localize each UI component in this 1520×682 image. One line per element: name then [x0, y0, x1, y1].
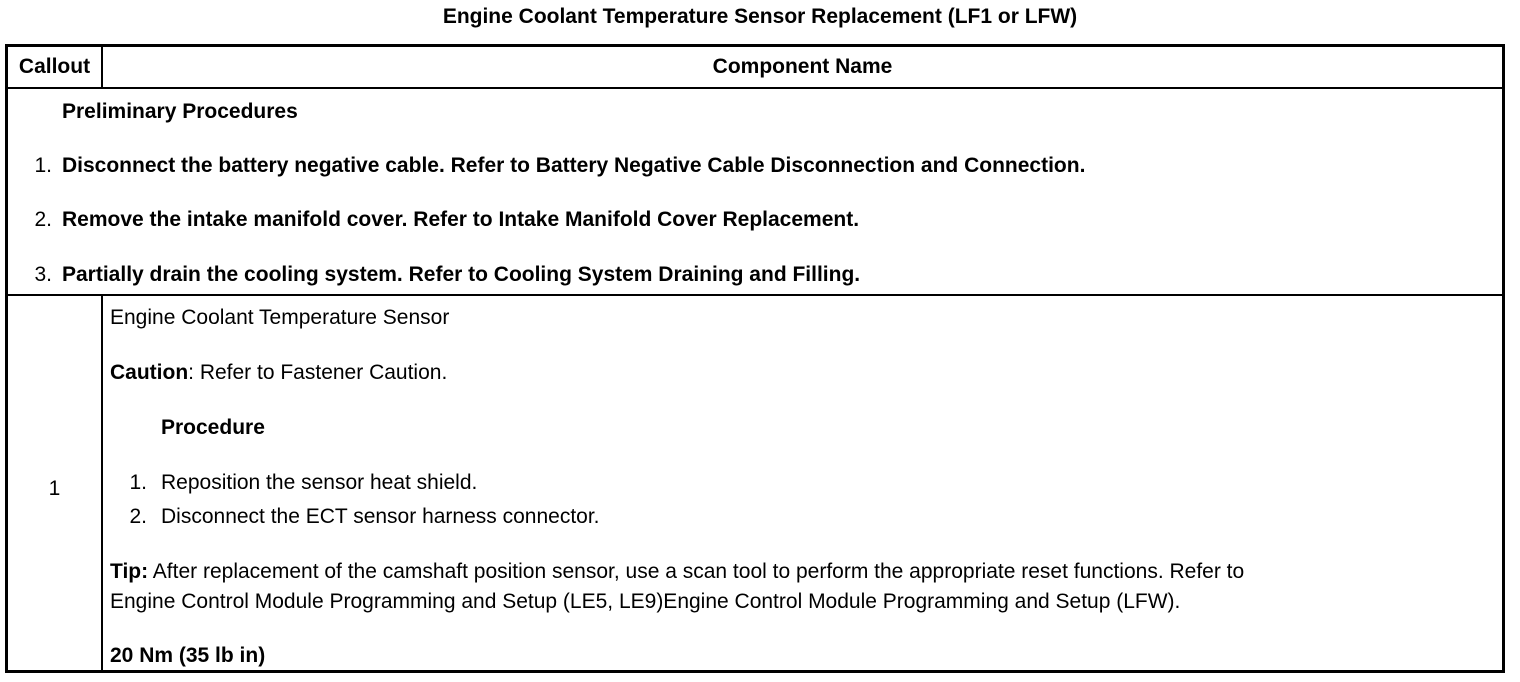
- caution-note: [110, 360, 447, 386]
- step-number: 2.: [34, 208, 52, 231]
- header-component-name: Component Name: [712, 55, 893, 78]
- step-text: Partially drain the cooling system. Refer to Cooling System Draining and Filling.: [62, 263, 861, 286]
- document-title: Engine Coolant Temperature Sensor Replacement (LF1 or LFW): [442, 5, 1078, 28]
- component-name: Engine Coolant Temperature Sensor: [110, 306, 450, 329]
- table-header-row: [8, 47, 1502, 89]
- procedure-step-number: 1.: [129, 471, 147, 494]
- preliminary-procedures-section: [8, 89, 1502, 296]
- procedure-step-text: Disconnect the ECT sensor harness connector.: [161, 505, 600, 528]
- procedure-heading: Procedure: [161, 416, 265, 439]
- procedure-step-text: Reposition the sensor heat shield.: [161, 471, 478, 494]
- caution-label: Caution: [110, 361, 189, 384]
- procedure-step-number: 2.: [129, 505, 147, 528]
- step-text: Remove the intake manifold cover. Refer to Intake Manifold Cover Replacement.: [62, 208, 860, 231]
- callout-number: 1: [48, 477, 61, 500]
- tip-text-line1: After replacement of the camshaft position sensor, use a scan tool to perform the appropriate reset functions. Refer to: [148, 560, 1245, 583]
- tip-text-line2: Engine Control Module Programming and Setup (LE5, LE9)Engine Control Module Programming and Setup (LFW).: [110, 590, 1181, 613]
- table-row: [8, 296, 1502, 670]
- torque-spec: 20 Nm (35 lb in): [110, 644, 266, 667]
- component-table: [5, 44, 1505, 673]
- step-number: 1.: [34, 154, 52, 177]
- callout-cell: [8, 296, 103, 670]
- caution-text: : Refer to Fastener Caution.: [188, 361, 448, 384]
- step-number: 3.: [34, 263, 52, 286]
- header-callout: Callout: [8, 47, 103, 87]
- tip-note: [110, 559, 1244, 585]
- tip-label: Tip:: [110, 560, 149, 583]
- preliminary-procedures-heading: Preliminary Procedures: [62, 100, 298, 123]
- step-text: Disconnect the battery negative cable. Refer to Battery Negative Cable Disconnection and Connection.: [62, 154, 1086, 177]
- component-cell: [103, 296, 1502, 670]
